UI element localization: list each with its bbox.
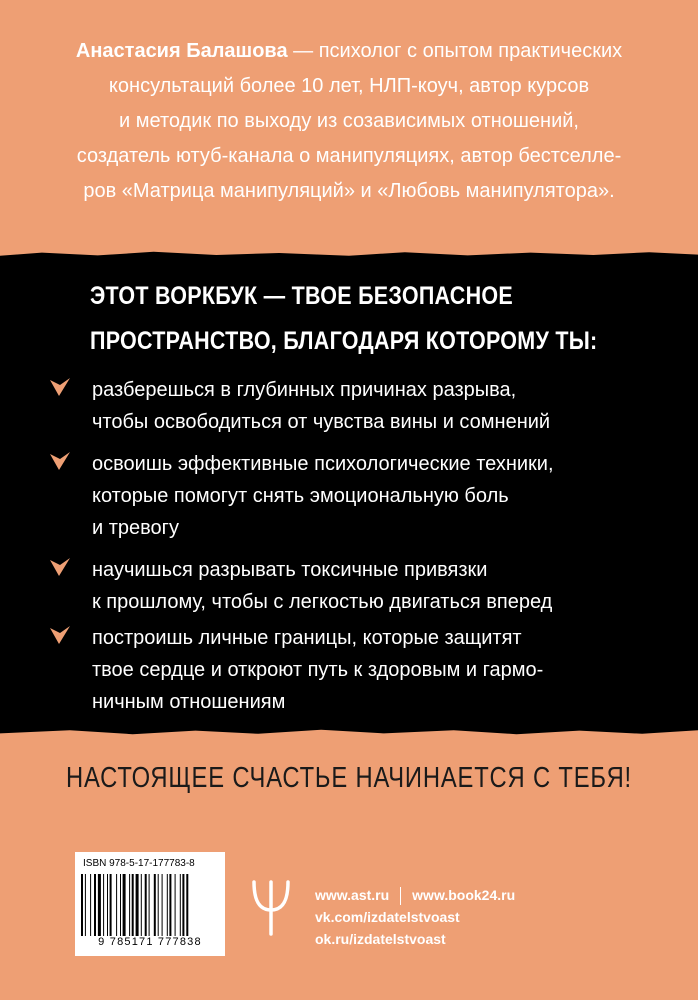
author-name: Анастасия Балашова xyxy=(75,40,288,62)
barcode-bars xyxy=(81,874,219,936)
checkmark-icon xyxy=(48,556,72,578)
link-ok[interactable]: ok.ru/izdatelstvoast xyxy=(315,931,446,947)
barcode-bar xyxy=(180,874,181,936)
barcode-bar xyxy=(132,874,134,936)
barcode-bar xyxy=(149,874,150,936)
barcode-bar xyxy=(182,874,184,936)
barcode-bar xyxy=(129,874,130,936)
bio-line-5: ров «Матрица манипуляций» и «Любовь манипулятора». xyxy=(83,180,615,202)
barcode-bar xyxy=(175,874,176,936)
barcode-bar xyxy=(103,874,104,936)
author-bio xyxy=(0,34,698,209)
barcode-bar xyxy=(169,874,171,936)
divider xyxy=(400,887,401,905)
publisher-links xyxy=(315,884,515,950)
bio-line-1: Анастасия Балашова — психолог с опытом практических xyxy=(75,40,623,62)
barcode-bar xyxy=(167,874,168,936)
barcode-bar xyxy=(116,874,117,936)
isbn-label: ISBN 978-5-17-177783-8 xyxy=(83,858,195,869)
barcode-bar xyxy=(123,874,126,936)
barcode-bar xyxy=(107,874,108,936)
barcode-bar xyxy=(141,874,142,936)
checkmark-icon xyxy=(48,624,72,646)
barcode-bar xyxy=(85,874,86,936)
panel-headline: ЭТОТ ВОРКБУК — ТВОЕ БЕЗОПАСНОЕ ПРОСТРАНСТВО, БЛАГОДАРЯ КОТОРОМУ ТЫ: xyxy=(90,282,598,355)
barcode-bar xyxy=(98,874,101,936)
barcode-bar xyxy=(120,874,121,936)
barcode-bar xyxy=(154,874,156,936)
barcode-bar xyxy=(145,874,147,936)
barcode-bar xyxy=(81,874,83,936)
barcode-bar xyxy=(90,874,91,936)
barcode-number: 9 785171 777838 xyxy=(98,936,202,948)
benefits-panel: ЭТОТ ВОРКБУК — ТВОЕ БЕЗОПАСНОЕ ПРОСТРАНСТВО, БЛАГОДАРЯ КОТОРОМУ ТЫ: разберешься в глубинных причинах разрыва, чтобы освободиться от чувства вины и сомнений освоишь эффективные психологические техники, которые помогут снять эмоциональную боль и тревогу научишься разрывать токсичные привязки к прошлому, чтобы с легкостью двигаться вперед построишь личные границы, которые защитят твое сердце и откроют путь к здоровым и гармо- ничным отношениям xyxy=(0,256,698,729)
barcode-bar xyxy=(94,874,96,936)
barcode-bar xyxy=(136,874,139,936)
barcode xyxy=(75,852,225,956)
barcode-bar xyxy=(162,874,163,936)
link-vk[interactable]: vk.com/izdatelstvoast xyxy=(315,909,460,925)
link-book24[interactable]: www.book24.ru xyxy=(412,887,516,903)
bio-line-4: создатель ютуб-канала о манипуляциях, автор бестселле- xyxy=(76,145,622,167)
motto-slogan: НАСТОЯЩЕЕ СЧАСТЬЕ НАЧИНАЕТСЯ С ТЕБЯ! xyxy=(66,762,632,794)
checkmark-icon xyxy=(48,376,72,398)
barcode-bar xyxy=(110,874,112,936)
bio-line-3: и методик по выходу из созависимых отношений, xyxy=(119,110,579,132)
bio-line-2: консультаций более 10 лет, НЛП-коуч, автор курсов xyxy=(108,75,590,97)
checkmark-icon xyxy=(48,450,72,472)
link-ast[interactable]: www.ast.ru xyxy=(315,887,390,903)
publisher-logo-icon xyxy=(250,878,292,936)
barcode-bar xyxy=(186,874,188,936)
barcode-bar xyxy=(158,874,159,936)
